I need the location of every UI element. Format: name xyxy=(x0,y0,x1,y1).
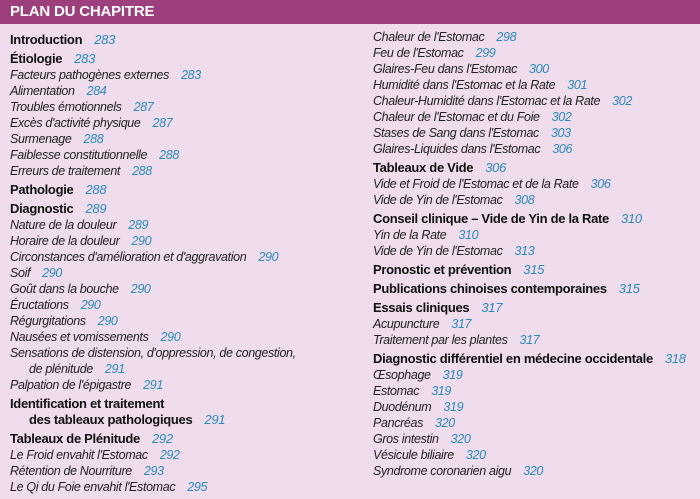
page-number-link[interactable]: 319 xyxy=(431,384,451,398)
page-number-link[interactable]: 289 xyxy=(85,201,107,216)
outline-entry[interactable] xyxy=(373,61,698,77)
outline-section-heading[interactable] xyxy=(10,182,360,198)
entry-title: Palpation de l'épigastre xyxy=(10,378,132,392)
entry-title: Éructations xyxy=(10,298,69,312)
outline-entry[interactable] xyxy=(10,83,360,99)
entry-title: Traitement par les plantes xyxy=(373,333,508,347)
entry-title: Identification et traitement xyxy=(10,396,165,411)
entry-title: Le Froid envahit l'Estomac xyxy=(10,448,148,462)
page-number-link[interactable]: 317 xyxy=(519,333,540,347)
outline-column-right xyxy=(373,29,698,479)
outline-entry[interactable] xyxy=(10,447,360,463)
outline-section-heading[interactable] xyxy=(10,431,360,447)
outline-entry[interactable] xyxy=(10,249,360,265)
entry-title: Chaleur-Humidité dans l'Estomac et la Rate xyxy=(373,94,601,108)
outline-entry[interactable] xyxy=(10,345,360,361)
page-number-link[interactable]: 288 xyxy=(132,164,152,178)
outline-column-left xyxy=(10,29,360,495)
entry-title: Glaires-Feu dans l'Estomac xyxy=(373,62,518,76)
outline-section-heading[interactable] xyxy=(373,300,698,316)
entry-title: Tableaux de Plénitude xyxy=(10,431,140,446)
outline-section-heading[interactable] xyxy=(373,160,698,176)
page-number-link[interactable]: 284 xyxy=(86,84,107,98)
outline-entry[interactable] xyxy=(373,431,698,447)
outline-entry[interactable] xyxy=(373,93,698,109)
header-title: PLAN DU CHAPITRE xyxy=(10,3,155,20)
outline-entry[interactable] xyxy=(373,332,698,348)
page-number-link[interactable]: 299 xyxy=(475,46,496,60)
entry-title: Estomac xyxy=(373,384,420,398)
outline-entry[interactable] xyxy=(373,415,698,431)
outline-section-heading[interactable] xyxy=(10,51,360,67)
outline-entry[interactable] xyxy=(373,316,698,332)
page-number-link[interactable]: 290 xyxy=(97,314,118,328)
entry-title: Syndrome coronarien aigu xyxy=(373,464,512,478)
page-number-link[interactable]: 287 xyxy=(133,100,154,114)
entry-title: Conseil clinique – Vide de Yin de la Rate xyxy=(373,211,609,226)
page-number-link[interactable]: 317 xyxy=(451,317,472,331)
entry-title: de plénitude xyxy=(29,362,93,376)
outline-entry[interactable] xyxy=(373,399,698,415)
outline-entry[interactable] xyxy=(373,463,698,479)
outline-section-heading[interactable] xyxy=(373,262,698,278)
page-number-link[interactable]: 310 xyxy=(620,211,642,226)
page-number-link[interactable]: 283 xyxy=(74,51,95,66)
entry-title: Facteurs pathogènes externes xyxy=(10,68,170,82)
outline-entry[interactable] xyxy=(10,313,360,329)
entry-title: Sensations de distension, d'oppression, de congestion, xyxy=(10,346,296,360)
outline-entry[interactable] xyxy=(10,361,360,377)
entry-title: Surmenage xyxy=(10,132,72,146)
outline-entry[interactable] xyxy=(10,131,360,147)
entry-title: Duodénum xyxy=(373,400,432,414)
outline-section-heading[interactable] xyxy=(10,201,360,217)
page-number-link[interactable]: 319 xyxy=(442,368,463,382)
entry-title: Glaires-Liquides dans l'Estomac xyxy=(373,142,541,156)
outline-entry[interactable] xyxy=(10,377,360,393)
page-number-link[interactable]: 310 xyxy=(458,228,479,242)
page-number-link[interactable]: 291 xyxy=(104,362,125,376)
page-number-link[interactable]: 302 xyxy=(551,110,572,124)
entry-title: Acupuncture xyxy=(373,317,440,331)
page-number-link[interactable]: 319 xyxy=(443,400,464,414)
outline-entry[interactable] xyxy=(373,367,698,383)
entry-title: Goût dans la bouche xyxy=(10,282,119,296)
outline-entry[interactable] xyxy=(10,265,360,281)
entry-title: Essais cliniques xyxy=(373,300,470,315)
outline-entry[interactable] xyxy=(10,163,360,179)
page-number-link[interactable]: 291 xyxy=(143,378,163,392)
outline-entry[interactable] xyxy=(373,243,698,259)
entry-title: Nausées et vomissements xyxy=(10,330,149,344)
entry-title: Horaire de la douleur xyxy=(10,234,120,248)
page-number-link[interactable]: 298 xyxy=(496,30,517,44)
outline-entry[interactable] xyxy=(373,383,698,399)
entry-title: Circonstances d'amélioration et d'aggravation xyxy=(10,250,247,264)
page-number-link[interactable]: 306 xyxy=(485,160,506,175)
outline-section-heading[interactable] xyxy=(373,351,698,367)
outline-entry[interactable] xyxy=(10,297,360,313)
outline-entry[interactable] xyxy=(10,463,360,479)
page-number-link[interactable]: 301 xyxy=(567,78,588,92)
page-number-link[interactable]: 290 xyxy=(258,250,279,264)
outline-entry[interactable] xyxy=(373,109,698,125)
page-number-link[interactable]: 290 xyxy=(130,282,151,296)
entry-title: Chaleur de l'Estomac xyxy=(373,30,485,44)
outline-entry[interactable] xyxy=(10,147,360,163)
entry-title: Régurgitations xyxy=(10,314,86,328)
outline-section-heading[interactable] xyxy=(10,412,360,428)
page-number-link[interactable]: 302 xyxy=(612,94,632,108)
page-number-link[interactable]: 313 xyxy=(514,244,535,258)
page-number-link[interactable]: 320 xyxy=(450,432,471,446)
outline-entry[interactable] xyxy=(10,329,360,345)
page-number-link[interactable]: 306 xyxy=(590,177,611,191)
entry-title: Pancréas xyxy=(373,416,424,430)
outline-section-heading[interactable] xyxy=(373,281,698,297)
page-number-link[interactable]: 320 xyxy=(435,416,455,430)
page-number-link[interactable]: 290 xyxy=(42,266,62,280)
entry-title: Chaleur de l'Estomac et du Foie xyxy=(373,110,540,124)
page-number-link[interactable]: 290 xyxy=(80,298,101,312)
page-number-link[interactable]: 283 xyxy=(94,32,116,47)
page-number-link[interactable]: 283 xyxy=(181,68,201,82)
page-number-link[interactable]: 291 xyxy=(204,412,226,427)
entry-title: Le Qi du Foie envahit l'Estomac xyxy=(10,480,176,494)
outline-entry[interactable] xyxy=(373,29,698,45)
page-number-link[interactable]: 317 xyxy=(481,300,503,315)
page-number-link[interactable]: 288 xyxy=(85,182,107,197)
outline-entry[interactable] xyxy=(373,192,698,208)
page-number-link[interactable]: 306 xyxy=(552,142,573,156)
entry-title: Rétention de Nourriture xyxy=(10,464,132,478)
outline-entry[interactable] xyxy=(373,125,698,141)
page-number-link[interactable]: 290 xyxy=(160,330,181,344)
entry-title: Yin de la Rate xyxy=(373,228,447,242)
page-number-link[interactable]: 295 xyxy=(187,480,208,494)
page-number-link[interactable]: 290 xyxy=(131,234,152,248)
entry-title: Soif xyxy=(10,266,31,280)
entry-title: Publications chinoises contemporaines xyxy=(373,281,607,296)
outline-section-heading[interactable] xyxy=(10,396,360,412)
entry-title: Nature de la douleur xyxy=(10,218,117,232)
entry-title: Vésicule biliaire xyxy=(373,448,454,462)
outline-entry[interactable] xyxy=(10,233,360,249)
entry-title: Vide de Yin de l'Estomac xyxy=(373,193,503,207)
page-number-link[interactable]: 293 xyxy=(143,464,164,478)
outline-entry[interactable] xyxy=(10,479,360,495)
page-number-link[interactable]: 288 xyxy=(83,132,104,146)
outline-entry[interactable] xyxy=(373,176,698,192)
entry-title: Excès d'activité physique xyxy=(10,116,141,130)
entry-title: Feu de l'Estomac xyxy=(373,46,464,60)
entry-title: des tableaux pathologiques xyxy=(29,412,193,427)
page-number-link[interactable]: 315 xyxy=(523,262,545,277)
page-number-link[interactable]: 320 xyxy=(465,448,486,462)
entry-title: Diagnostic xyxy=(10,201,74,216)
page-number-link[interactable]: 308 xyxy=(514,193,535,207)
page-number-link[interactable]: 289 xyxy=(128,218,149,232)
outline-entry[interactable] xyxy=(10,115,360,131)
outline-entry[interactable] xyxy=(10,217,360,233)
entry-title: Tableaux de Vide xyxy=(373,160,474,175)
entry-title: Gros intestin xyxy=(373,432,439,446)
page-number-link[interactable]: 320 xyxy=(523,464,544,478)
page-number-link[interactable]: 303 xyxy=(550,126,571,140)
outline-entry[interactable] xyxy=(373,141,698,157)
page-number-link[interactable]: 292 xyxy=(152,431,173,446)
page-number-link[interactable]: 315 xyxy=(618,281,640,296)
entry-title: Stases de Sang dans l'Estomac xyxy=(373,126,539,140)
entry-title: Erreurs de traitement xyxy=(10,164,121,178)
page-number-link[interactable]: 300 xyxy=(529,62,549,76)
entry-title: Vide et Froid de l'Estomac et de la Rate xyxy=(373,177,579,191)
outline-entry[interactable] xyxy=(373,447,698,463)
entry-title: Troubles émotionnels xyxy=(10,100,122,114)
entry-title: Vide de Yin de l'Estomac xyxy=(373,244,503,258)
outline-entry[interactable] xyxy=(10,281,360,297)
outline-section-heading[interactable] xyxy=(10,32,360,48)
entry-title: Pronostic et prévention xyxy=(373,262,512,277)
outline-entry[interactable] xyxy=(373,45,698,61)
outline-entry[interactable] xyxy=(10,99,360,115)
outline-entry[interactable] xyxy=(10,67,360,83)
entry-title: Faiblesse constitutionnelle xyxy=(10,148,148,162)
entry-title: Diagnostic différentiel en médecine occidentale xyxy=(373,351,653,366)
chapter-outline-header xyxy=(0,0,700,24)
entry-title: Œsophage xyxy=(373,368,431,382)
outline-entry[interactable] xyxy=(373,77,698,93)
entry-title: Pathologie xyxy=(10,182,74,197)
outline-entry[interactable] xyxy=(373,227,698,243)
entry-title: Humidité dans l'Estomac et la Rate xyxy=(373,78,556,92)
page-number-link[interactable]: 292 xyxy=(159,448,180,462)
entry-title: Alimentation xyxy=(10,84,75,98)
page-number-link[interactable]: 287 xyxy=(152,116,173,130)
page-number-link[interactable]: 288 xyxy=(159,148,179,162)
entry-title: Introduction xyxy=(10,32,83,47)
entry-title: Étiologie xyxy=(10,51,63,66)
outline-section-heading[interactable] xyxy=(373,211,698,227)
page-number-link[interactable]: 318 xyxy=(664,351,686,366)
